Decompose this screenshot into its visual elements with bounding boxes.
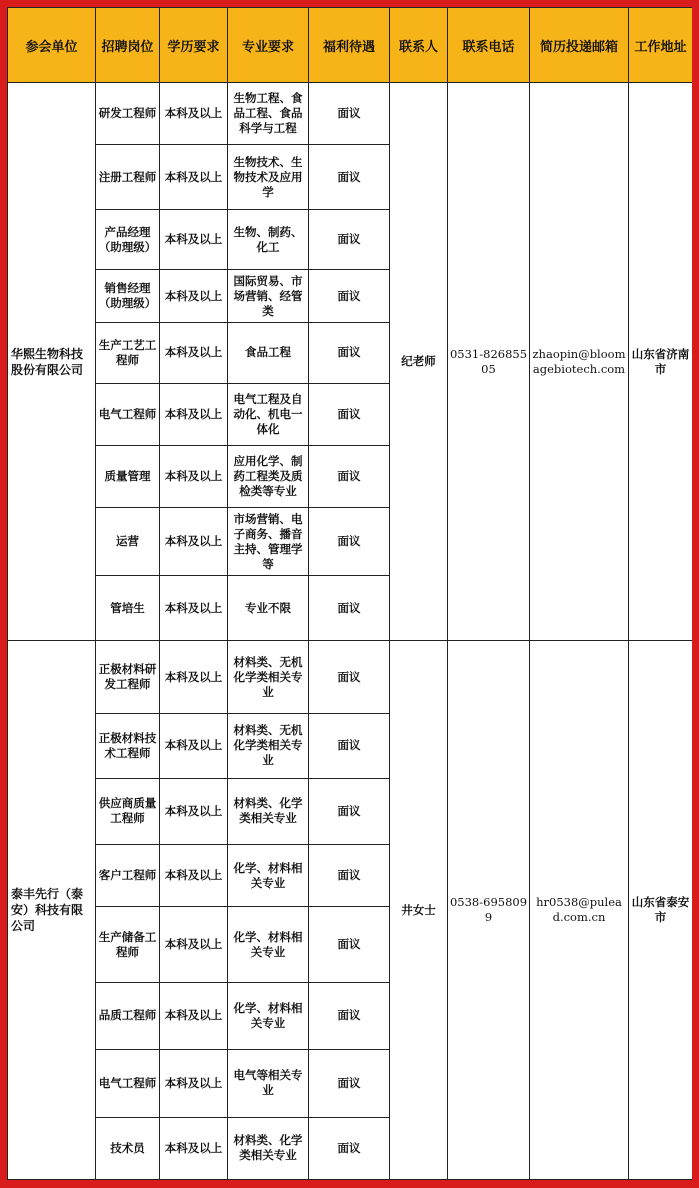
education-requirement: 本科及以上	[160, 210, 228, 270]
welfare: 面议	[309, 210, 390, 270]
work-address: 山东省泰安市	[629, 641, 693, 1180]
education-requirement: 本科及以上	[160, 778, 228, 844]
position-title: 正极材料技术工程师	[96, 713, 160, 778]
position-title: 管培生	[96, 576, 160, 641]
header-major: 专业要求	[228, 8, 309, 83]
major-requirement: 材料类、化学类相关专业	[228, 1117, 309, 1179]
major-requirement: 电气工程及自动化、机电一体化	[228, 383, 309, 445]
header-contact: 联系人	[390, 8, 448, 83]
position-title: 电气工程师	[96, 1049, 160, 1117]
contact-person: 井女士	[390, 641, 448, 1180]
welfare: 面议	[309, 322, 390, 383]
position-title: 正极材料研发工程师	[96, 641, 160, 713]
education-requirement: 本科及以上	[160, 270, 228, 322]
resume-email: zhaopin@bloomagebiotech.com	[530, 83, 629, 641]
header-welfare: 福利待遇	[309, 8, 390, 83]
major-requirement: 电气等相关专业	[228, 1049, 309, 1117]
work-address: 山东省济南市	[629, 83, 693, 641]
welfare: 面议	[309, 1049, 390, 1117]
contact-phone: 0538-6958099	[448, 641, 530, 1180]
major-requirement: 生物工程、食品工程、食品科学与工程	[228, 83, 309, 145]
position-title: 供应商质量工程师	[96, 778, 160, 844]
welfare: 面议	[309, 445, 390, 507]
contact-phone: 0531-82685505	[448, 83, 530, 641]
education-requirement: 本科及以上	[160, 445, 228, 507]
welfare: 面议	[309, 508, 390, 576]
education-requirement: 本科及以上	[160, 1117, 228, 1179]
header-company: 参会单位	[8, 8, 96, 83]
welfare: 面议	[309, 778, 390, 844]
major-requirement: 化学、材料相关专业	[228, 907, 309, 983]
position-title: 生产工艺工程师	[96, 322, 160, 383]
company-name: 泰丰先行（泰安）科技有限公司	[8, 641, 96, 1180]
welfare: 面议	[309, 907, 390, 983]
position-title: 质量管理	[96, 445, 160, 507]
major-requirement: 应用化学、制药工程类及质检类等专业	[228, 445, 309, 507]
welfare: 面议	[309, 383, 390, 445]
education-requirement: 本科及以上	[160, 983, 228, 1049]
education-requirement: 本科及以上	[160, 713, 228, 778]
company-name: 华熙生物科技股份有限公司	[8, 83, 96, 641]
education-requirement: 本科及以上	[160, 576, 228, 641]
header-education: 学历要求	[160, 8, 228, 83]
header-row	[8, 8, 693, 83]
education-requirement: 本科及以上	[160, 907, 228, 983]
position-title: 运营	[96, 508, 160, 576]
welfare: 面议	[309, 1117, 390, 1179]
welfare: 面议	[309, 844, 390, 906]
position-title: 客户工程师	[96, 844, 160, 906]
welfare: 面议	[309, 145, 390, 210]
position-title: 研发工程师	[96, 83, 160, 145]
education-requirement: 本科及以上	[160, 83, 228, 145]
resume-email: hr0538@pulead.com.cn	[530, 641, 629, 1180]
position-title: 品质工程师	[96, 983, 160, 1049]
recruitment-table	[7, 7, 692, 1180]
position-title: 注册工程师	[96, 145, 160, 210]
recruitment-table-frame	[7, 7, 692, 1180]
education-requirement: 本科及以上	[160, 322, 228, 383]
header-phone: 联系电话	[448, 8, 530, 83]
major-requirement: 市场营销、电子商务、播音主持、管理学等	[228, 508, 309, 576]
major-requirement: 生物技术、生物技术及应用学	[228, 145, 309, 210]
position-title: 电气工程师	[96, 383, 160, 445]
position-title: 产品经理（助理级）	[96, 210, 160, 270]
education-requirement: 本科及以上	[160, 844, 228, 906]
major-requirement: 化学、材料相关专业	[228, 844, 309, 906]
major-requirement: 材料类、无机化学类相关专业	[228, 641, 309, 713]
major-requirement: 材料类、化学类相关专业	[228, 778, 309, 844]
header-address: 工作地址	[629, 8, 693, 83]
education-requirement: 本科及以上	[160, 508, 228, 576]
table-row	[8, 641, 693, 713]
contact-person: 纪老师	[390, 83, 448, 641]
welfare: 面议	[309, 270, 390, 322]
education-requirement: 本科及以上	[160, 1049, 228, 1117]
education-requirement: 本科及以上	[160, 145, 228, 210]
position-title: 生产储备工程师	[96, 907, 160, 983]
welfare: 面议	[309, 641, 390, 713]
major-requirement: 食品工程	[228, 322, 309, 383]
header-position: 招聘岗位	[96, 8, 160, 83]
major-requirement: 材料类、无机化学类相关专业	[228, 713, 309, 778]
welfare: 面议	[309, 576, 390, 641]
table-row	[8, 83, 693, 145]
major-requirement: 生物、制药、化工	[228, 210, 309, 270]
header-email: 简历投递邮箱	[530, 8, 629, 83]
welfare: 面议	[309, 983, 390, 1049]
education-requirement: 本科及以上	[160, 641, 228, 713]
welfare: 面议	[309, 713, 390, 778]
major-requirement: 专业不限	[228, 576, 309, 641]
major-requirement: 国际贸易、市场营销、经管类	[228, 270, 309, 322]
education-requirement: 本科及以上	[160, 383, 228, 445]
position-title: 技术员	[96, 1117, 160, 1179]
position-title: 销售经理（助理级）	[96, 270, 160, 322]
major-requirement: 化学、材料相关专业	[228, 983, 309, 1049]
welfare: 面议	[309, 83, 390, 145]
